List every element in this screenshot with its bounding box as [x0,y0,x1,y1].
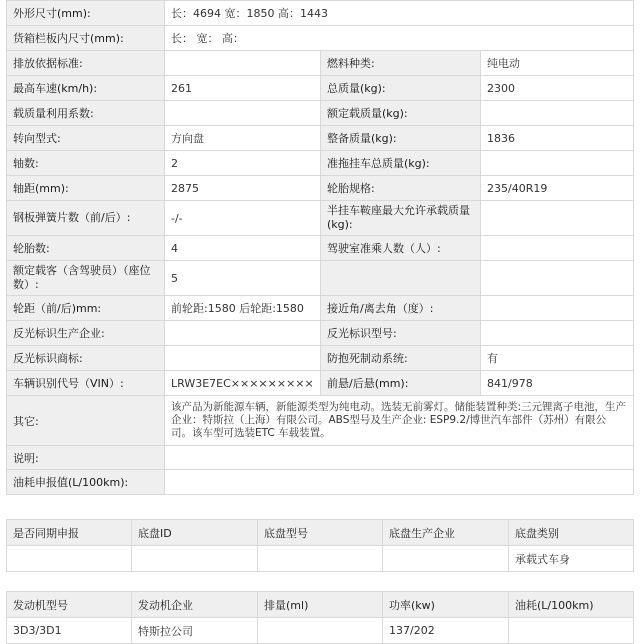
spec-value [481,201,634,236]
spec-label: 车辆识别代号（VIN）: [7,371,165,396]
engine-header-model: 发动机型号 [7,592,132,618]
spec-value [165,101,321,126]
spec-row-cargo-box [7,26,634,51]
spec-value: 方向盘 [165,126,321,151]
vehicle-spec-table [6,0,634,495]
spec-value [481,151,634,176]
chassis-header-row [7,520,634,546]
spec-value [165,51,321,76]
spec-label: 最高车速(km/h): [7,76,165,101]
chassis-cell-maker [383,546,509,572]
spec-row [7,236,634,261]
engine-data-row [7,618,634,644]
chassis-cell-id [132,546,258,572]
engine-cell-maker: 特斯拉公司 [132,618,258,644]
engine-cell-fuel [509,618,634,644]
spec-value: 235/40R19 [481,176,634,201]
engine-header-maker: 发动机企业 [132,592,258,618]
spec-row-fuel [7,470,634,495]
spec-value [481,101,634,126]
spec-row-remarks [7,446,634,470]
chassis-header-maker: 底盘生产企业 [383,520,509,546]
spec-label: 总质量(kg): [321,76,481,101]
chassis-cell-model [258,546,383,572]
spec-label: 反光标识型号: [321,321,481,346]
spec-row [7,346,634,371]
spec-label: 反光标识生产企业: [7,321,165,346]
spec-value: LRW3E7EC××××××××× [165,371,321,396]
cargo-box-value: 长： 宽： 高： [165,26,634,51]
spec-value [481,236,634,261]
engine-header-fuel: 油耗(L/100km) [509,592,634,618]
spec-value: 纯电动 [481,51,634,76]
spec-label [321,261,481,296]
engine-header-displacement: 排量(ml) [258,592,383,618]
spec-value: 2 [165,151,321,176]
spec-label: 驾驶室准乘人数（人）: [321,236,481,261]
chassis-header-id: 底盘ID [132,520,258,546]
spec-row [7,261,634,296]
remarks-value [165,446,634,470]
spec-row-other [7,396,634,446]
spec-label: 反光标识商标: [7,346,165,371]
spec-label: 整备质量(kg): [321,126,481,151]
spec-label: 防抱死制动系统: [321,346,481,371]
spec-label: 轮距（前/后)mm: [7,296,165,321]
spec-label: 排放依据标准: [7,51,165,76]
cargo-box-label: 货箱栏板内尺寸(mm): [7,26,165,51]
spec-row [7,101,634,126]
spec-value: 261 [165,76,321,101]
spec-row [7,151,634,176]
chassis-header-model: 底盘型号 [258,520,383,546]
engine-header-row [7,592,634,618]
fuel-value [165,470,634,495]
dimensions-label: 外形尺寸(mm): [7,1,165,26]
other-value: 该产品为新能源车辆，新能源类型为纯电动。选装无前雾灯。储能装置种类:三元锂离子电池，生产企业：特斯拉（上海）有限公司。ABS型号及生产企业: ESP9.2/博世汽车部件（苏州）有限公司。该车型可选装ETC 车载装置。 [165,396,634,446]
engine-cell-displacement [258,618,383,644]
chassis-table [6,519,634,572]
spec-label: 载质量利用系数: [7,101,165,126]
spec-row [7,296,634,321]
spec-value [165,321,321,346]
chassis-header-same-period: 是否同期申报 [7,520,132,546]
fuel-label: 油耗申报值(L/100km): [7,470,165,495]
spec-row [7,126,634,151]
engine-header-power: 功率(kw) [383,592,509,618]
spec-label: 轮胎数: [7,236,165,261]
spec-row-dimensions [7,1,634,26]
chassis-header-category: 底盘类别 [509,520,634,546]
chassis-cell-same-period [7,546,132,572]
spec-row [7,371,634,396]
spec-label: 额定载质量(kg): [321,101,481,126]
spec-row [7,51,634,76]
spec-label: 转向型式: [7,126,165,151]
spec-label: 额定载客（含驾驶员）（座位数）: [7,261,165,296]
other-label: 其它: [7,396,165,446]
spec-value: 841/978 [481,371,634,396]
spec-value: 4 [165,236,321,261]
spec-label: 半挂车鞍座最大允许承载质量(kg): [321,201,481,236]
spec-value: 2300 [481,76,634,101]
spec-label: 轴距(mm): [7,176,165,201]
spec-value [165,346,321,371]
spec-label: 燃料种类: [321,51,481,76]
spec-row [7,76,634,101]
spec-label: 前悬/后悬(mm): [321,371,481,396]
spec-row [7,201,634,236]
spec-label: 钢板弹簧片数（前/后）: [7,201,165,236]
spec-value: 2875 [165,176,321,201]
spec-label: 接近角/离去角（度）: [321,296,481,321]
spec-value: 5 [165,261,321,296]
spec-label: 轮胎规格: [321,176,481,201]
chassis-cell-category: 承载式车身 [509,546,634,572]
spec-value [481,321,634,346]
spec-label: 准拖挂车总质量(kg): [321,151,481,176]
chassis-data-row [7,546,634,572]
spec-value: -/- [165,201,321,236]
engine-cell-model: 3D3/3D1 [7,618,132,644]
spec-value: 1836 [481,126,634,151]
engine-cell-power: 137/202 [383,618,509,644]
spec-row [7,321,634,346]
spec-row [7,176,634,201]
spec-label: 轴数: [7,151,165,176]
remarks-label: 说明: [7,446,165,470]
engine-table [6,591,634,644]
dimensions-value: 长：4694 宽：1850 高：1443 [165,1,634,26]
spec-value [481,261,634,296]
spec-value: 有 [481,346,634,371]
spec-value: 前轮距:1580 后轮距:1580 [165,296,321,321]
spec-value [481,296,634,321]
